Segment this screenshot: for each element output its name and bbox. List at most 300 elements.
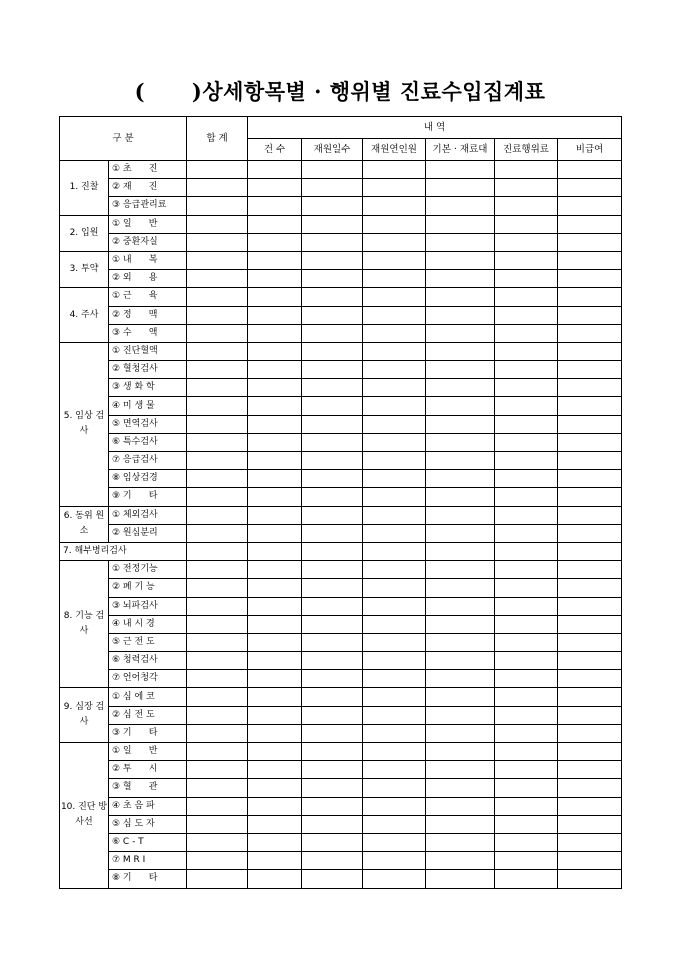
- entry-cell[interactable]: [558, 670, 622, 688]
- entry-cell[interactable]: [363, 670, 426, 688]
- entry-cell[interactable]: [187, 161, 248, 179]
- entry-cell[interactable]: [495, 251, 558, 269]
- entry-cell[interactable]: [558, 524, 622, 542]
- entry-cell[interactable]: [248, 288, 302, 306]
- entry-cell[interactable]: [558, 452, 622, 470]
- entry-cell[interactable]: [302, 870, 363, 888]
- table-row: [60, 197, 622, 215]
- entry-cell[interactable]: [248, 615, 302, 633]
- entry-cell[interactable]: [248, 833, 302, 851]
- entry-cell[interactable]: [495, 233, 558, 251]
- entry-cell[interactable]: [187, 688, 248, 706]
- entry-cell[interactable]: [495, 797, 558, 815]
- entry-cell[interactable]: [248, 251, 302, 269]
- entry-cell[interactable]: [558, 379, 622, 397]
- entry-cell[interactable]: [426, 324, 495, 342]
- entry-cell[interactable]: [248, 415, 302, 433]
- entry-cell[interactable]: [302, 306, 363, 324]
- column-header-treatment-fee: 진료행위료: [495, 139, 558, 161]
- entry-cell[interactable]: [187, 197, 248, 215]
- entry-cell[interactable]: [363, 361, 426, 379]
- entry-cell[interactable]: [363, 597, 426, 615]
- entry-cell[interactable]: [558, 306, 622, 324]
- entry-cell[interactable]: [426, 852, 495, 870]
- entry-cell[interactable]: [187, 724, 248, 742]
- column-header-patient-days: 재원연인원: [363, 139, 426, 161]
- entry-cell[interactable]: [302, 597, 363, 615]
- entry-cell[interactable]: [363, 397, 426, 415]
- entry-cell[interactable]: [187, 615, 248, 633]
- entry-cell[interactable]: [558, 179, 622, 197]
- entry-cell[interactable]: [363, 724, 426, 742]
- entry-cell[interactable]: [558, 397, 622, 415]
- entry-cell[interactable]: [426, 652, 495, 670]
- entry-cell[interactable]: [363, 270, 426, 288]
- entry-cell[interactable]: [302, 833, 363, 851]
- entry-cell[interactable]: [495, 306, 558, 324]
- entry-cell[interactable]: [426, 688, 495, 706]
- entry-cell[interactable]: [187, 361, 248, 379]
- entry-cell[interactable]: [558, 270, 622, 288]
- entry-cell[interactable]: [426, 761, 495, 779]
- entry-cell[interactable]: [426, 470, 495, 488]
- entry-cell[interactable]: [302, 706, 363, 724]
- entry-cell[interactable]: [248, 724, 302, 742]
- entry-cell[interactable]: [248, 797, 302, 815]
- entry-cell[interactable]: [426, 561, 495, 579]
- entry-cell[interactable]: [495, 615, 558, 633]
- entry-cell[interactable]: [248, 179, 302, 197]
- entry-cell[interactable]: [426, 452, 495, 470]
- entry-cell[interactable]: [187, 633, 248, 651]
- entry-cell[interactable]: [495, 452, 558, 470]
- entry-cell[interactable]: [248, 652, 302, 670]
- entry-cell[interactable]: [558, 433, 622, 451]
- entry-cell[interactable]: [426, 306, 495, 324]
- entry-cell[interactable]: [248, 633, 302, 651]
- entry-cell[interactable]: [248, 597, 302, 615]
- entry-cell[interactable]: [558, 215, 622, 233]
- entry-cell[interactable]: [495, 470, 558, 488]
- entry-cell[interactable]: [187, 306, 248, 324]
- entry-cell[interactable]: [363, 288, 426, 306]
- entry-cell[interactable]: [363, 215, 426, 233]
- entry-cell[interactable]: [363, 797, 426, 815]
- entry-cell[interactable]: [302, 197, 363, 215]
- entry-cell[interactable]: [558, 833, 622, 851]
- entry-cell[interactable]: [248, 779, 302, 797]
- entry-cell[interactable]: [187, 288, 248, 306]
- entry-cell[interactable]: [363, 251, 426, 269]
- entry-cell[interactable]: [495, 779, 558, 797]
- entry-cell[interactable]: [558, 470, 622, 488]
- entry-cell[interactable]: [302, 397, 363, 415]
- entry-cell[interactable]: [495, 270, 558, 288]
- entry-cell[interactable]: [302, 161, 363, 179]
- entry-cell[interactable]: [302, 433, 363, 451]
- entry-cell[interactable]: [187, 852, 248, 870]
- subcategory-label: ④ 내 시 경: [109, 615, 187, 633]
- entry-cell[interactable]: [187, 215, 248, 233]
- entry-cell[interactable]: [495, 524, 558, 542]
- entry-cell[interactable]: [187, 833, 248, 851]
- subcategory-label: ③ 혈 관: [109, 779, 187, 797]
- entry-cell[interactable]: [495, 724, 558, 742]
- entry-cell[interactable]: [495, 179, 558, 197]
- entry-cell[interactable]: [426, 779, 495, 797]
- entry-cell[interactable]: [187, 415, 248, 433]
- entry-cell[interactable]: [495, 488, 558, 506]
- entry-cell[interactable]: [363, 833, 426, 851]
- entry-cell[interactable]: [363, 761, 426, 779]
- entry-cell[interactable]: [302, 288, 363, 306]
- entry-cell[interactable]: [248, 197, 302, 215]
- entry-cell[interactable]: [558, 415, 622, 433]
- entry-cell[interactable]: [302, 179, 363, 197]
- entry-cell[interactable]: [248, 161, 302, 179]
- entry-cell[interactable]: [426, 833, 495, 851]
- entry-cell[interactable]: [248, 579, 302, 597]
- entry-cell[interactable]: [302, 688, 363, 706]
- entry-cell[interactable]: [426, 743, 495, 761]
- category-label: 5. 임상 검사: [60, 342, 109, 506]
- entry-cell[interactable]: [558, 688, 622, 706]
- entry-cell[interactable]: [187, 706, 248, 724]
- entry-cell[interactable]: [363, 870, 426, 888]
- entry-cell[interactable]: [558, 542, 622, 560]
- entry-cell[interactable]: [426, 251, 495, 269]
- entry-cell[interactable]: [426, 724, 495, 742]
- entry-cell[interactable]: [363, 633, 426, 651]
- entry-cell[interactable]: [248, 706, 302, 724]
- entry-cell[interactable]: [187, 452, 248, 470]
- entry-cell[interactable]: [248, 815, 302, 833]
- entry-cell[interactable]: [187, 670, 248, 688]
- entry-cell[interactable]: [248, 397, 302, 415]
- entry-cell[interactable]: [302, 779, 363, 797]
- entry-cell[interactable]: [363, 779, 426, 797]
- entry-cell[interactable]: [558, 870, 622, 888]
- subcategory-label: ② 외 용: [109, 270, 187, 288]
- entry-cell[interactable]: [558, 361, 622, 379]
- entry-cell[interactable]: [495, 761, 558, 779]
- entry-cell[interactable]: [187, 251, 248, 269]
- table-row: [60, 633, 622, 651]
- entry-cell[interactable]: [426, 488, 495, 506]
- entry-cell[interactable]: [302, 670, 363, 688]
- entry-cell[interactable]: [426, 615, 495, 633]
- entry-cell[interactable]: [248, 488, 302, 506]
- entry-cell[interactable]: [363, 524, 426, 542]
- entry-cell[interactable]: [363, 306, 426, 324]
- entry-cell[interactable]: [187, 579, 248, 597]
- entry-cell[interactable]: [302, 633, 363, 651]
- entry-cell[interactable]: [187, 597, 248, 615]
- entry-cell[interactable]: [426, 433, 495, 451]
- entry-cell[interactable]: [187, 270, 248, 288]
- entry-cell[interactable]: [495, 342, 558, 360]
- entry-cell[interactable]: [426, 379, 495, 397]
- entry-cell[interactable]: [558, 797, 622, 815]
- entry-cell[interactable]: [426, 597, 495, 615]
- entry-cell[interactable]: [302, 743, 363, 761]
- entry-cell[interactable]: [302, 524, 363, 542]
- entry-cell[interactable]: [302, 815, 363, 833]
- entry-cell[interactable]: [426, 633, 495, 651]
- entry-cell[interactable]: [187, 506, 248, 524]
- entry-cell[interactable]: [302, 452, 363, 470]
- entry-cell[interactable]: [495, 561, 558, 579]
- entry-cell[interactable]: [426, 288, 495, 306]
- table-row: [60, 506, 622, 524]
- entry-cell[interactable]: [558, 743, 622, 761]
- entry-cell[interactable]: [426, 797, 495, 815]
- entry-cell[interactable]: [426, 161, 495, 179]
- entry-cell[interactable]: [302, 342, 363, 360]
- entry-cell[interactable]: [426, 361, 495, 379]
- entry-cell[interactable]: [187, 815, 248, 833]
- entry-cell[interactable]: [302, 415, 363, 433]
- entry-cell[interactable]: [302, 506, 363, 524]
- entry-cell[interactable]: [495, 652, 558, 670]
- entry-cell[interactable]: [248, 233, 302, 251]
- entry-cell[interactable]: [426, 506, 495, 524]
- entry-cell[interactable]: [302, 797, 363, 815]
- entry-cell[interactable]: [495, 670, 558, 688]
- entry-cell[interactable]: [558, 197, 622, 215]
- entry-cell[interactable]: [187, 233, 248, 251]
- entry-cell[interactable]: [248, 306, 302, 324]
- entry-cell[interactable]: [426, 706, 495, 724]
- entry-cell[interactable]: [248, 342, 302, 360]
- entry-cell[interactable]: [363, 815, 426, 833]
- entry-cell[interactable]: [363, 470, 426, 488]
- entry-cell[interactable]: [363, 179, 426, 197]
- table-row: [60, 397, 622, 415]
- entry-cell[interactable]: [187, 179, 248, 197]
- entry-cell[interactable]: [187, 797, 248, 815]
- entry-cell[interactable]: [558, 724, 622, 742]
- category-label: 9. 심장 검사: [60, 688, 109, 743]
- entry-cell[interactable]: [363, 652, 426, 670]
- entry-cell[interactable]: [558, 652, 622, 670]
- entry-cell[interactable]: [426, 579, 495, 597]
- entry-cell[interactable]: [426, 215, 495, 233]
- entry-cell[interactable]: [426, 397, 495, 415]
- entry-cell[interactable]: [187, 397, 248, 415]
- entry-cell[interactable]: [302, 561, 363, 579]
- entry-cell[interactable]: [363, 506, 426, 524]
- table-row: [60, 615, 622, 633]
- entry-cell[interactable]: [363, 433, 426, 451]
- entry-cell[interactable]: [187, 488, 248, 506]
- entry-cell[interactable]: [558, 633, 622, 651]
- entry-cell[interactable]: [363, 561, 426, 579]
- entry-cell[interactable]: [426, 197, 495, 215]
- entry-cell[interactable]: [495, 815, 558, 833]
- entry-cell[interactable]: [248, 670, 302, 688]
- entry-cell[interactable]: [302, 542, 363, 560]
- entry-cell[interactable]: [495, 597, 558, 615]
- entry-cell[interactable]: [248, 324, 302, 342]
- entry-cell[interactable]: [187, 379, 248, 397]
- entry-cell[interactable]: [426, 870, 495, 888]
- entry-cell[interactable]: [495, 688, 558, 706]
- table-row: [60, 233, 622, 251]
- entry-cell[interactable]: [558, 852, 622, 870]
- entry-cell[interactable]: [187, 652, 248, 670]
- entry-cell[interactable]: [187, 342, 248, 360]
- entry-cell[interactable]: [495, 506, 558, 524]
- entry-cell[interactable]: [495, 833, 558, 851]
- entry-cell[interactable]: [558, 342, 622, 360]
- entry-cell[interactable]: [495, 197, 558, 215]
- entry-cell[interactable]: [495, 870, 558, 888]
- subcategory-label: ⑤ 근 전 도: [109, 633, 187, 651]
- entry-cell[interactable]: [248, 506, 302, 524]
- entry-cell[interactable]: [187, 779, 248, 797]
- entry-cell[interactable]: [558, 561, 622, 579]
- entry-cell[interactable]: [187, 524, 248, 542]
- subcategory-label: ② 심 전 도: [109, 706, 187, 724]
- entry-cell[interactable]: [495, 215, 558, 233]
- entry-cell[interactable]: [363, 488, 426, 506]
- entry-cell[interactable]: [248, 542, 302, 560]
- entry-cell[interactable]: [248, 361, 302, 379]
- entry-cell[interactable]: [495, 415, 558, 433]
- entry-cell[interactable]: [302, 215, 363, 233]
- entry-cell[interactable]: [248, 870, 302, 888]
- entry-cell[interactable]: [495, 852, 558, 870]
- entry-cell[interactable]: [363, 415, 426, 433]
- entry-cell[interactable]: [363, 342, 426, 360]
- entry-cell[interactable]: [363, 324, 426, 342]
- entry-cell[interactable]: [426, 415, 495, 433]
- entry-cell[interactable]: [302, 615, 363, 633]
- entry-cell[interactable]: [558, 488, 622, 506]
- entry-cell[interactable]: [558, 579, 622, 597]
- entry-cell[interactable]: [558, 233, 622, 251]
- entry-cell[interactable]: [248, 433, 302, 451]
- entry-cell[interactable]: [495, 397, 558, 415]
- entry-cell[interactable]: [248, 270, 302, 288]
- entry-cell[interactable]: [363, 706, 426, 724]
- entry-cell[interactable]: [426, 670, 495, 688]
- entry-cell[interactable]: [495, 633, 558, 651]
- entry-cell[interactable]: [426, 542, 495, 560]
- entry-cell[interactable]: [495, 361, 558, 379]
- entry-cell[interactable]: [187, 542, 248, 560]
- entry-cell[interactable]: [558, 288, 622, 306]
- entry-cell[interactable]: [302, 233, 363, 251]
- entry-cell[interactable]: [495, 542, 558, 560]
- entry-cell[interactable]: [248, 452, 302, 470]
- entry-cell[interactable]: [363, 579, 426, 597]
- entry-cell[interactable]: [248, 743, 302, 761]
- entry-cell[interactable]: [495, 706, 558, 724]
- entry-cell[interactable]: [558, 761, 622, 779]
- entry-cell[interactable]: [248, 761, 302, 779]
- entry-cell[interactable]: [302, 852, 363, 870]
- entry-cell[interactable]: [363, 743, 426, 761]
- entry-cell[interactable]: [426, 233, 495, 251]
- entry-cell[interactable]: [426, 815, 495, 833]
- table-row: [60, 306, 622, 324]
- entry-cell[interactable]: [187, 433, 248, 451]
- entry-cell[interactable]: [558, 506, 622, 524]
- entry-cell[interactable]: [495, 161, 558, 179]
- entry-cell[interactable]: [363, 852, 426, 870]
- entry-cell[interactable]: [363, 233, 426, 251]
- entry-cell[interactable]: [187, 324, 248, 342]
- entry-cell[interactable]: [363, 452, 426, 470]
- entry-cell[interactable]: [363, 197, 426, 215]
- entry-cell[interactable]: [302, 470, 363, 488]
- entry-cell[interactable]: [426, 342, 495, 360]
- entry-cell[interactable]: [426, 179, 495, 197]
- entry-cell[interactable]: [187, 743, 248, 761]
- entry-cell[interactable]: [558, 815, 622, 833]
- entry-cell[interactable]: [302, 761, 363, 779]
- entry-cell[interactable]: [558, 251, 622, 269]
- entry-cell[interactable]: [495, 433, 558, 451]
- table-row: [60, 342, 622, 360]
- entry-cell[interactable]: [495, 324, 558, 342]
- entry-cell[interactable]: [248, 524, 302, 542]
- entry-cell[interactable]: [248, 561, 302, 579]
- entry-cell[interactable]: [302, 270, 363, 288]
- entry-cell[interactable]: [426, 524, 495, 542]
- entry-cell[interactable]: [187, 761, 248, 779]
- entry-cell[interactable]: [495, 379, 558, 397]
- entry-cell[interactable]: [363, 161, 426, 179]
- entry-cell[interactable]: [248, 379, 302, 397]
- entry-cell[interactable]: [302, 251, 363, 269]
- entry-cell[interactable]: [558, 161, 622, 179]
- entry-cell[interactable]: [187, 561, 248, 579]
- entry-cell[interactable]: [363, 688, 426, 706]
- entry-cell[interactable]: [363, 615, 426, 633]
- entry-cell[interactable]: [302, 379, 363, 397]
- entry-cell[interactable]: [248, 688, 302, 706]
- entry-cell[interactable]: [302, 324, 363, 342]
- entry-cell[interactable]: [302, 652, 363, 670]
- entry-cell[interactable]: [495, 288, 558, 306]
- entry-cell[interactable]: [248, 470, 302, 488]
- entry-cell[interactable]: [187, 870, 248, 888]
- entry-cell[interactable]: [558, 615, 622, 633]
- entry-cell[interactable]: [558, 706, 622, 724]
- entry-cell[interactable]: [248, 215, 302, 233]
- entry-cell[interactable]: [558, 324, 622, 342]
- entry-cell[interactable]: [302, 579, 363, 597]
- entry-cell[interactable]: [426, 270, 495, 288]
- entry-cell[interactable]: [495, 743, 558, 761]
- entry-cell[interactable]: [558, 779, 622, 797]
- entry-cell[interactable]: [248, 852, 302, 870]
- entry-cell[interactable]: [558, 597, 622, 615]
- entry-cell[interactable]: [363, 542, 426, 560]
- entry-cell[interactable]: [495, 579, 558, 597]
- subcategory-label: ③ 뇌파검사: [109, 597, 187, 615]
- entry-cell[interactable]: [302, 488, 363, 506]
- subcategory-label: ⑧ 기 타: [109, 870, 187, 888]
- entry-cell[interactable]: [187, 470, 248, 488]
- entry-cell[interactable]: [363, 379, 426, 397]
- entry-cell[interactable]: [302, 361, 363, 379]
- entry-cell[interactable]: [302, 724, 363, 742]
- subcategory-label: ⑥ 특수검사: [109, 433, 187, 451]
